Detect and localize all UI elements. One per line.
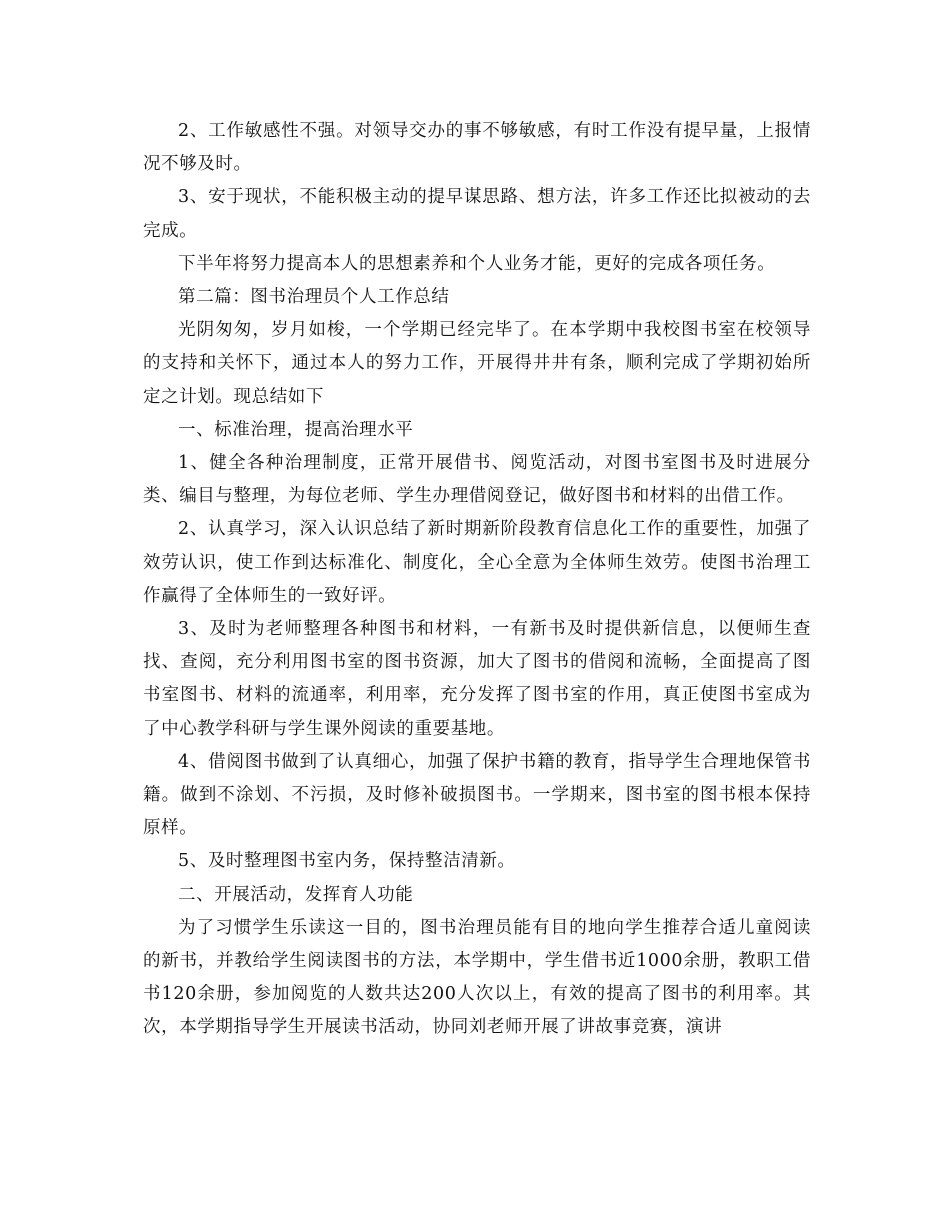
paragraph-point-3: 3、及时为老师整理各种图书和材料，一有新书及时提供新信息，以便师生查找、查阅，充分利用图书室的图书资源，加大了图书的借阅和流畅，全面提高了图书室图书、材料的流通率，利用率，充分发挥了图书室的作用，真正使图书室成为了中心教学科研与学生课外阅读的重要基地。 (143, 619, 811, 739)
section-heading-management: 一、标准治理，提高治理水平 (178, 419, 414, 440)
paragraph-second-half-plan: 下半年将努力提高本人的思想素养和个人业务才能，更好的完成各项任务。 (178, 253, 776, 274)
paragraph-point-4: 4、借阅图书做到了认真细心，加强了保护书籍的教育，指导学生合理地保管书籍。做到不涂划、不污损，及时修补破损图书。一学期来，图书室的图书根本保持原样。 (143, 751, 811, 839)
paragraph-intro: 光阴匆匆，岁月如梭，一个学期已经完毕了。在本学期中我校图书室在校领导的支持和关怀下，通过本人的努力工作，开展得井井有条，顺利完成了学期初始所定之计划。现总结如下 (143, 320, 811, 407)
paragraph-point-5: 5、及时整理图书室内务，保持整洁清新。 (178, 851, 516, 872)
section-heading-part-two: 第二篇：图书治理员个人工作总结 (178, 287, 450, 308)
paragraph-activities: 为了习惯学生乐读这一目的，图书治理员能有目的地向学生推荐合适儿童阅读的新书，并教给学生阅读图书的方法，本学期中，学生借书近1000余册，教职工借书120余册，参加阅览的人数共达200人次以上，有效的提高了图书的利用率。其次，本学期指导学生开展读书活动，协同刘老师开展了讲故事竞赛，演讲 (143, 917, 811, 1038)
paragraph-point-2: 2、认真学习，深入认识总结了新时期新阶段教育信息化工作的重要性，加强了效劳认识，使工作到达标准化、制度化，全心全意为全体师生效劳。使图书治理工作赢得了全体师生的一致好评。 (143, 519, 811, 606)
paragraph-item-3-issue: 3、安于现状，不能积极主动的提早谋思路、想方法，许多工作还比拟被动的去完成。 (143, 187, 811, 241)
paragraph-item-2-issue: 2、工作敏感性不强。对领导交办的事不够敏感，有时工作没有提早量，上报情况不够及时。 (143, 121, 811, 175)
paragraph-point-1: 1、健全各种治理制度，正常开展借书、阅览活动，对图书室图书及时进展分类、编目与整理，为每位老师、学生办理借阅登记，做好图书和材料的出借工作。 (143, 453, 811, 507)
document-body (143, 115, 811, 1045)
section-heading-activities: 二、开展活动，发挥育人功能 (178, 884, 414, 905)
